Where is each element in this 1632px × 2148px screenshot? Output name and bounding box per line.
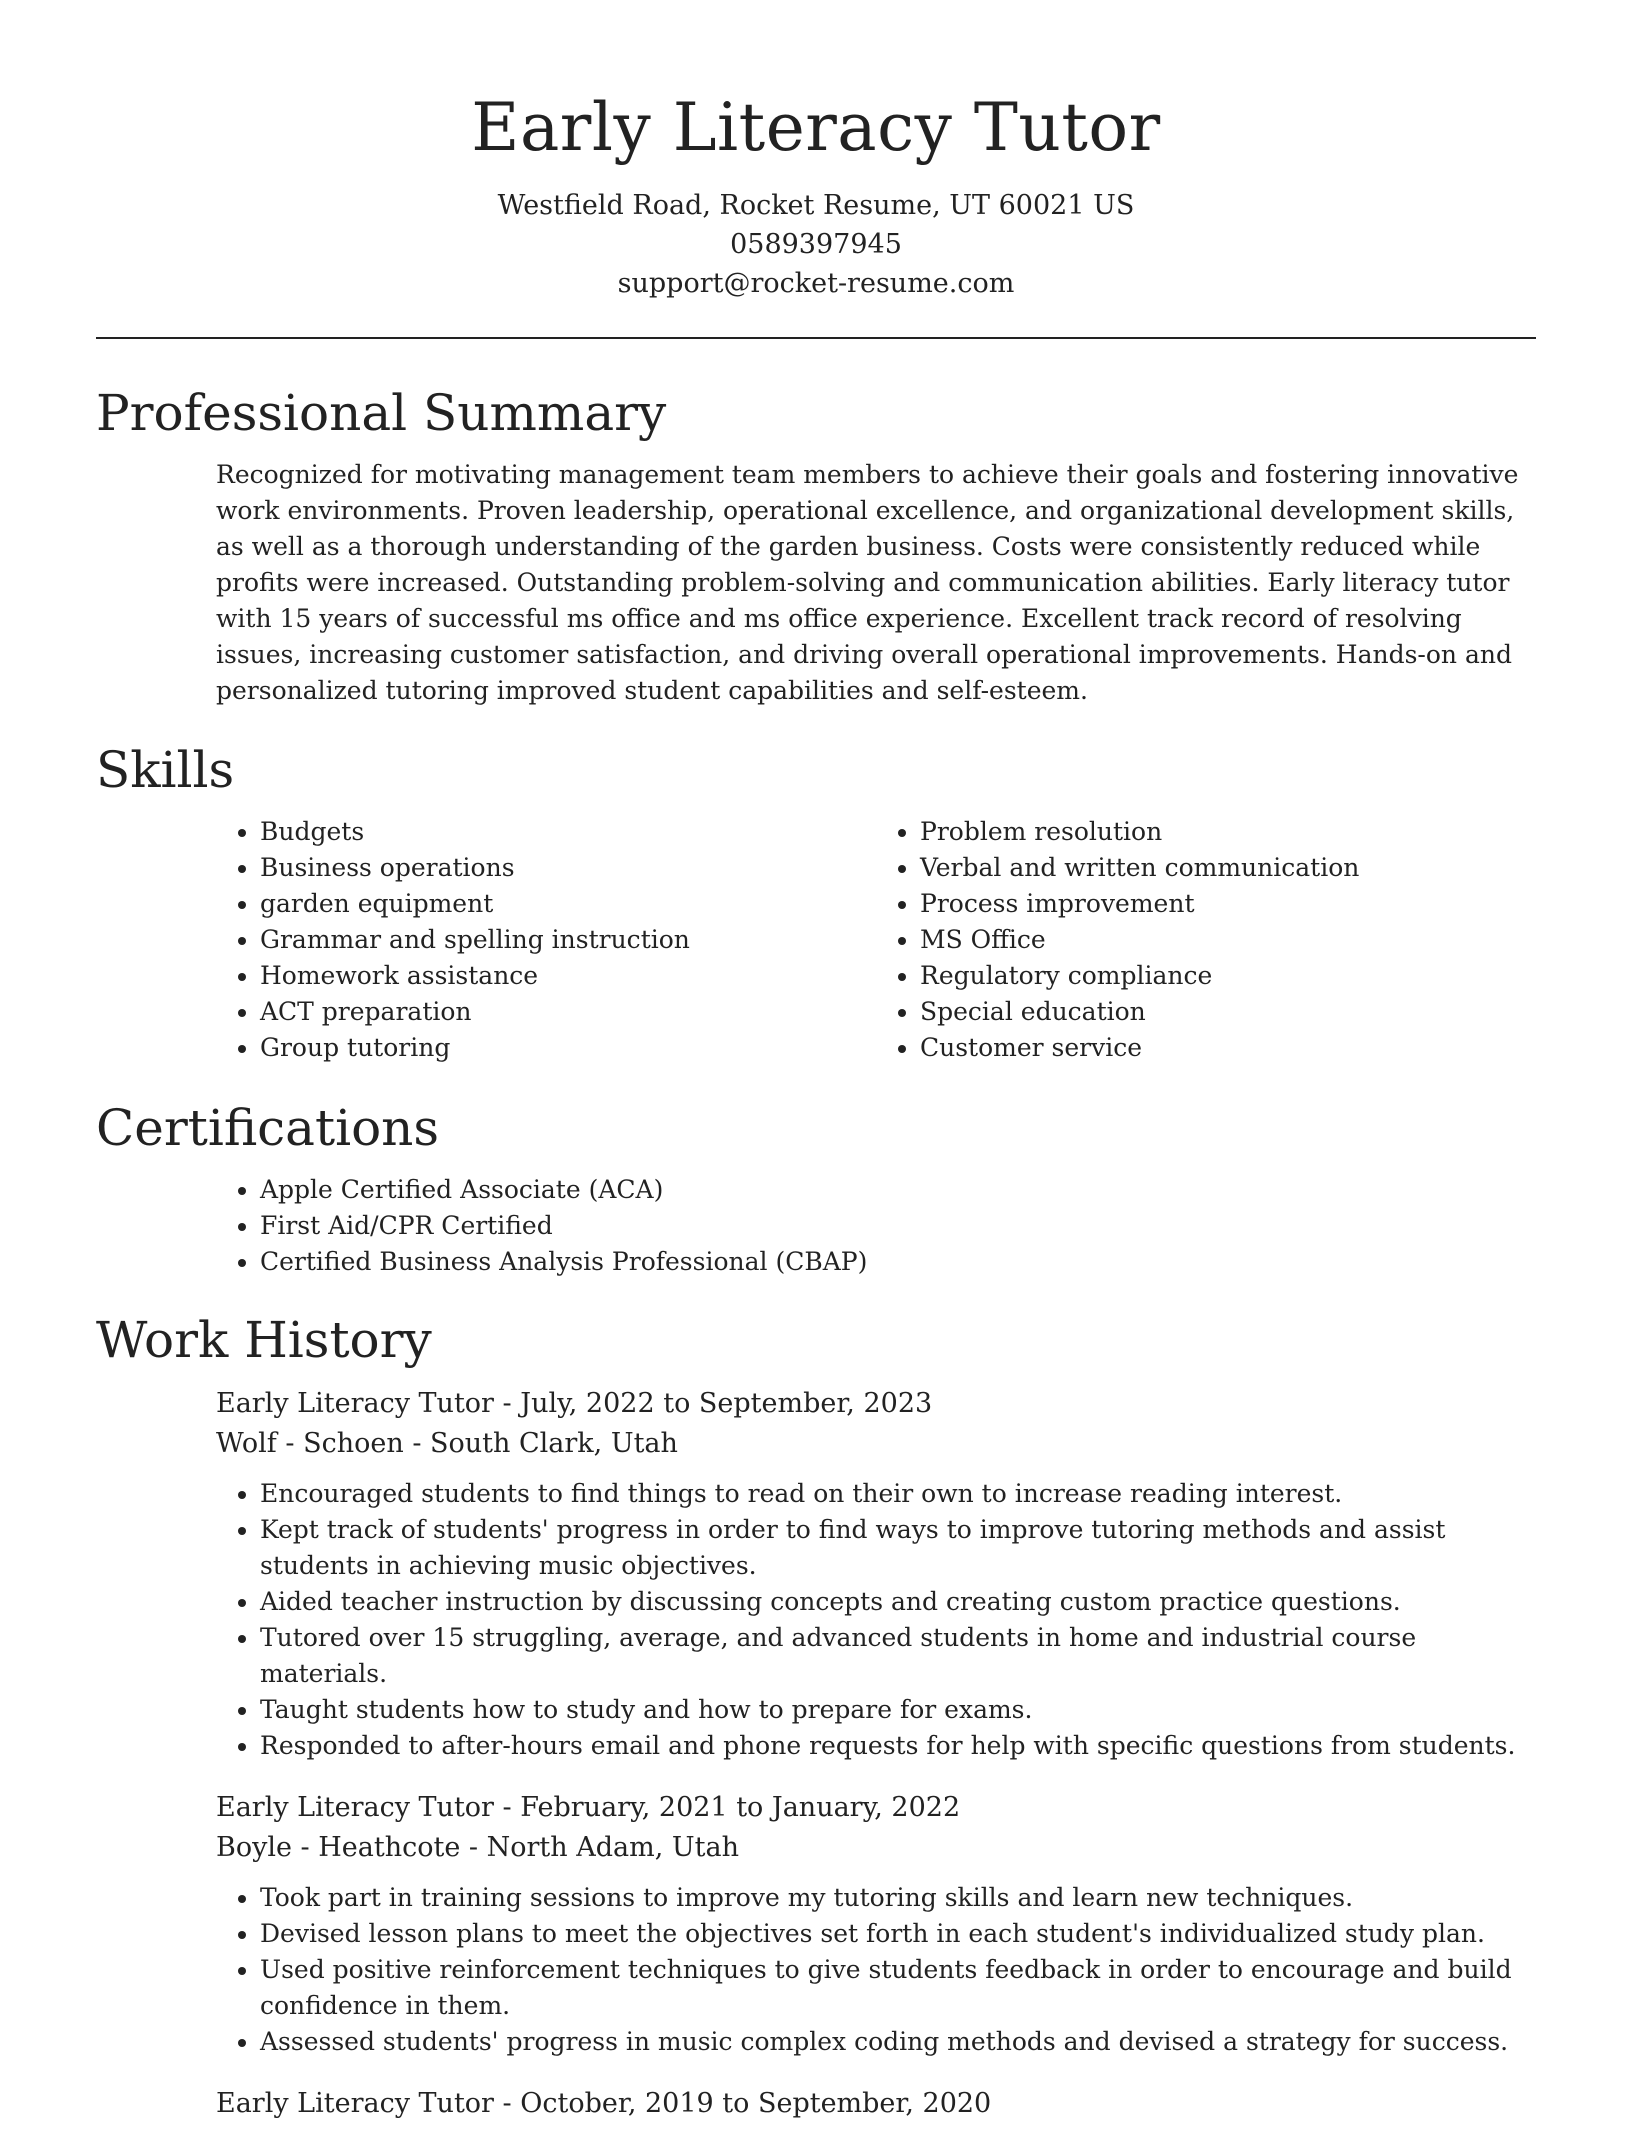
- job-bullet: • Assessed students' progress in music complex coding methods and devised a strategy for success.: [260, 2024, 1536, 2060]
- work-history-jobs: [216, 1384, 1536, 2124]
- section-title-skills: Skills: [96, 741, 235, 799]
- job-bullet: • Responded to after-hours email and phone requests for help with specific questions from students.: [260, 1728, 1536, 1764]
- job-entry: [216, 2084, 1536, 2124]
- certifications-list: [216, 1172, 1536, 1280]
- summary-text: Recognized for motivating management team members to achieve their goals and fostering innovative work environments. Proven leadership, operational excellence, and organizational development skills, as well as a thorough understanding of the garden business. Costs were consistently reduced while profits were increased. Outstanding problem-solving and communication abilities. Early literacy tutor with 15 years of successful ms office and ms office experience. Excellent track record of resolving issues, increasing customer satisfaction, and driving overall operational improvements. Hands-on and personalized tutoring improved student capabilities and self-esteem.: [216, 460, 1519, 705]
- certification-item: • Certified Business Analysis Professional (CBAP): [260, 1244, 1536, 1280]
- job-dates: February, 2021 to January, 2022: [520, 1792, 961, 1823]
- header-divider: [96, 337, 1536, 339]
- job-bullet: • Taught students how to study and how to prepare for exams.: [260, 1692, 1536, 1728]
- skill-item: • Group tutoring: [260, 1030, 876, 1066]
- section-skills: [96, 738, 1536, 1066]
- resume-page: [96, 0, 1536, 2119]
- section-professional-summary: [96, 381, 1536, 709]
- job-separator: -: [493, 2088, 521, 2119]
- job-location: South Clark, Utah: [430, 1428, 678, 1459]
- certification-item: • First Aid/CPR Certified: [260, 1208, 1536, 1244]
- job-bullet: • Aided teacher instruction by discussing concepts and creating custom practice questions.: [260, 1584, 1536, 1620]
- section-title-certifications: Certifications: [96, 1099, 440, 1157]
- job-role: Early Literacy Tutor: [216, 1792, 494, 1823]
- job-dates: July, 2022 to September, 2023: [520, 1388, 933, 1419]
- job-separator: -: [460, 1832, 487, 1863]
- contact-info: [96, 186, 1536, 303]
- skill-item: • Regulatory compliance: [920, 958, 1536, 994]
- section-work-history: [96, 1308, 1536, 2148]
- skill-item: • Problem resolution: [920, 814, 1536, 850]
- section-certifications: [96, 1096, 1536, 1280]
- skill-item: • ACT preparation: [260, 994, 876, 1030]
- skills-columns: [216, 814, 1536, 1066]
- skill-item: • MS Office: [920, 922, 1536, 958]
- skill-item: • Special education: [920, 994, 1536, 1030]
- job-entry: [216, 1384, 1536, 1764]
- job-bullet: • Tutored over 15 struggling, average, and advanced students in home and industrial course materials.: [260, 1620, 1536, 1692]
- contact-address: Westfield Road, Rocket Resume, UT 60021 US: [497, 190, 1135, 221]
- skill-item: • Business operations: [260, 850, 876, 886]
- job-separator: -: [493, 1792, 521, 1823]
- job-company: Wolf - Schoen: [216, 1428, 404, 1459]
- skills-list-left: [216, 814, 876, 1066]
- resume-header: [96, 0, 1536, 339]
- job-role: Early Literacy Tutor: [216, 1388, 494, 1419]
- job-company: Boyle - Heathcote: [216, 1832, 461, 1863]
- job-bullets: [216, 1476, 1536, 1764]
- job-dates: October, 2019 to September, 2020: [520, 2088, 992, 2119]
- section-title-summary: Professional Summary: [96, 384, 667, 442]
- job-bullet: • Kept track of students' progress in order to find ways to improve tutoring methods and assist students in achieving music objectives.: [260, 1512, 1536, 1584]
- section-title-work-history: Work History: [96, 1311, 432, 1369]
- contact-email: support@rocket-resume.com: [617, 268, 1015, 299]
- skill-item: • Process improvement: [920, 886, 1536, 922]
- skill-item: • Verbal and written communication: [920, 850, 1536, 886]
- job-bullet: • Devised lesson plans to meet the objectives set forth in each student's individualized study plan.: [260, 1916, 1536, 1952]
- job-title-line: [216, 1788, 1536, 1828]
- job-bullet: • Took part in training sessions to improve my tutoring skills and learn new techniques.: [260, 1880, 1536, 1916]
- job-separator: -: [493, 1388, 521, 1419]
- certification-item: • Apple Certified Associate (ACA): [260, 1172, 1536, 1208]
- job-bullet: • Encouraged students to find things to read on their own to increase reading interest.: [260, 1476, 1536, 1512]
- job-location: North Adam, Utah: [486, 1832, 739, 1863]
- job-bullet: • Used positive reinforcement techniques to give students feedback in order to encourage and build confidence in them.: [260, 1952, 1536, 2024]
- skills-list-right: [876, 814, 1536, 1066]
- skill-item: • Grammar and spelling instruction: [260, 922, 876, 958]
- contact-phone: 0589397945: [730, 229, 902, 260]
- candidate-name: Early Literacy Tutor: [471, 89, 1161, 166]
- job-title-line: [216, 1384, 1536, 1424]
- job-entry: [216, 1788, 1536, 2060]
- job-separator: -: [403, 1428, 431, 1459]
- job-title-line: [216, 2084, 1536, 2124]
- skill-item: • Customer service: [920, 1030, 1536, 1066]
- job-company-line: [216, 1424, 1536, 1464]
- job-bullets: [216, 1880, 1536, 2060]
- job-role: Early Literacy Tutor: [216, 2088, 494, 2119]
- job-company-line: [216, 1828, 1536, 1868]
- skill-item: • garden equipment: [260, 886, 876, 922]
- skill-item: • Homework assistance: [260, 958, 876, 994]
- skill-item: • Budgets: [260, 814, 876, 850]
